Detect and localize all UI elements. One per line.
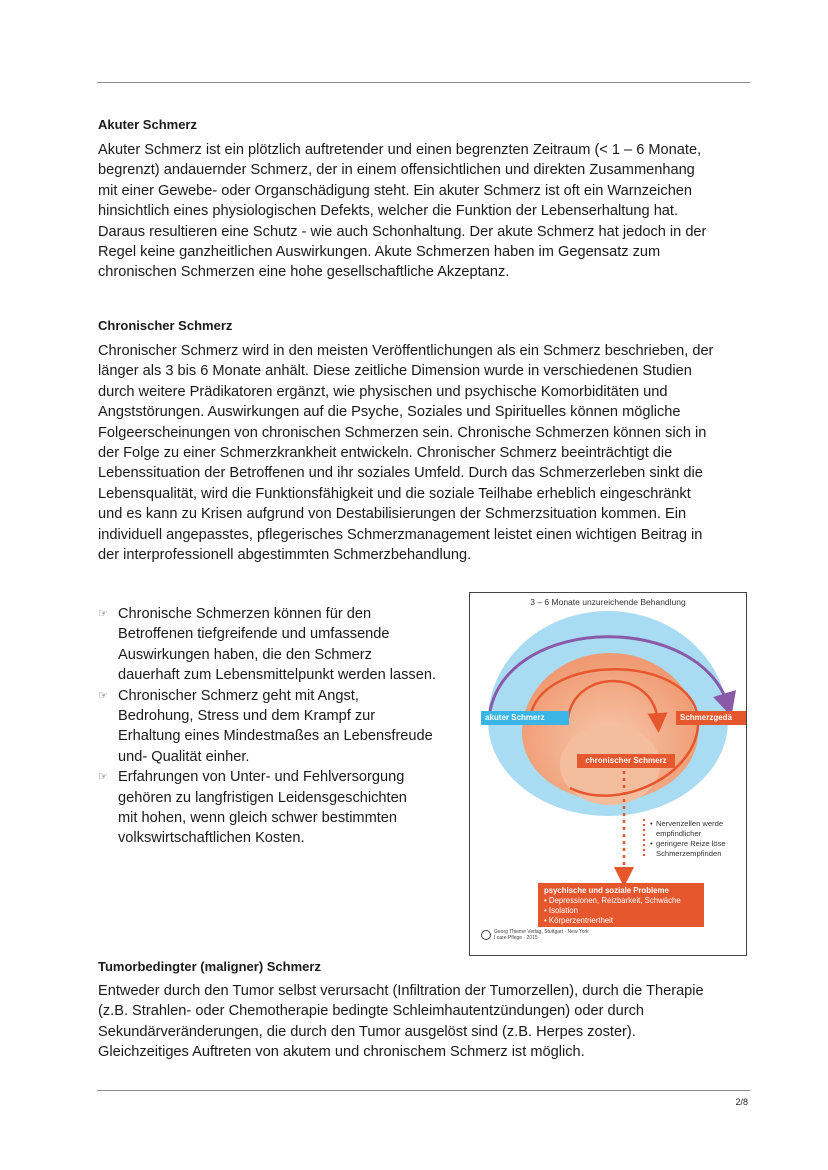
text-line: der interprofessionell abgestimmten Schmerzbehandlung. xyxy=(98,547,472,564)
label-pain-memory: Schmerzgedä xyxy=(676,711,747,725)
text-line: (z.B. Strahlen- oder Chemotherapie bedingte Schleimhautentzündungen) oder durch xyxy=(98,1003,644,1020)
paragraph-acute-pain xyxy=(98,140,746,283)
header-rule xyxy=(97,82,750,83)
list-item: empfindlicher xyxy=(656,829,702,838)
text-line: volkswirtschaftlichen Kosten. xyxy=(118,830,305,847)
pointing-hand-icon: ☞ xyxy=(98,608,108,620)
footer-rule xyxy=(97,1090,750,1091)
text-line: Sekundärveränderungen, die durch den Tumor ausgelöst sind (z.B. Herpes zoster). xyxy=(98,1023,636,1040)
text-line: Akuter Schmerz ist ein plötzlich auftretender und einen begrenzten Zeitraum (< 1 – 6 Monate, xyxy=(98,142,702,158)
text-line: Bedrohung, Stress und dem Krampf zur xyxy=(118,708,376,725)
chronic-pain-bullet-list xyxy=(98,604,463,849)
pain-chronification-figure xyxy=(469,592,747,956)
paragraph-tumor-pain xyxy=(98,981,746,1063)
list-item: • Nervenzellen werde xyxy=(650,819,726,829)
text-line: Georg Thieme Verlag, Stuttgart · New York xyxy=(494,929,589,935)
text-line: Chronischer Schmerz wird in den meisten Veröffentlichungen als ein Schmerz beschrieben, der xyxy=(98,343,714,359)
heading-tumor-pain: Tumorbedingter (maligner) Schmerz xyxy=(98,959,321,974)
text-line: gehören zu langfristigen Leidensgeschichten xyxy=(118,789,407,806)
text-line: Lebenssituation der Betroffenen und ihr soziales Umfeld. Durch das Schmerzerleben sinkt die xyxy=(98,465,703,482)
nerve-cell-list xyxy=(650,819,726,859)
text-line: I care Pflege · 2015 xyxy=(494,935,538,941)
text-line: Angststörungen. Auswirkungen auf die Psyche, Soziales und Spirituelles können mögliche xyxy=(98,404,681,421)
text-line: hinsichtlich eines physiologischen Defekts, welcher die Funktion der Lebenserhaltung hat. xyxy=(98,203,679,220)
text-line: dauerhaft zum Lebensmittelpunkt werden lassen. xyxy=(118,667,437,684)
label-chronic-pain: chronischer Schmerz xyxy=(577,754,675,768)
text-line: Erfahrungen von Unter- und Fehlversorgung xyxy=(118,769,405,786)
paragraph-chronic-pain xyxy=(98,341,746,565)
text-line: und- Qualität einher. xyxy=(118,748,250,765)
heading-acute-pain: Akuter Schmerz xyxy=(98,117,197,132)
list-item: • geringere Reize löse xyxy=(650,839,726,849)
text-line: und es kann zu Krisen aufgrund von Destabilisierungen der Schmerzsituation kommen. Ein xyxy=(98,506,687,523)
text-line: Lebensqualität, wird die Funktionsfähigkeit und die soziale Teilhabe erheblich eingeschränkt xyxy=(98,485,691,502)
list-item: • Depressionen, Reizbarkeit, Schwäche xyxy=(544,896,681,905)
list-item xyxy=(98,604,463,686)
text-line: der Folge zu einer Schmerzkrankheit entwickeln. Chronischer Schmerz beeinträchtigt die xyxy=(98,445,673,462)
text-line: länger als 3 bis 6 Monate anhält. Diese zeitliche Dimension wurde in verschiedenen Studien xyxy=(98,363,692,380)
psychosocial-problems-box xyxy=(538,883,704,927)
list-item: • Isolation xyxy=(544,906,578,915)
text-line: durch weitere Prädikatoren ergänzt, wie physischen und psychische Komorbiditäten und xyxy=(98,383,668,400)
text-line: Betroffenen tiefgreifende und umfassende xyxy=(118,626,390,643)
text-line: individuell angepasstes, pflegerisches Schmerzmanagement leistet einen wichtigen Beitrag in xyxy=(98,526,703,543)
text-line: mit einer Gewebe- oder Organschädigung steht. Ein akuter Schmerz ist oft ein Warnzeichen xyxy=(98,182,693,199)
list-item: Schmerzempfinden xyxy=(656,849,722,858)
text-line: Entweder durch den Tumor selbst verursacht (Infiltration der Tumorzellen), durch die Therapie xyxy=(98,983,704,999)
text-line: Daraus resultieren eine Schutz - wie auch Schonhaltung. Der akute Schmerz hat jedoch in der xyxy=(98,223,707,240)
pointing-hand-icon: ☞ xyxy=(98,689,108,702)
text-line: Folgeerscheinungen von chronischen Schmerzen sein. Chronische Schmerzen können sich in xyxy=(98,424,707,441)
figure-title: 3 – 6 Monate unzureichende Behandlung xyxy=(530,597,686,607)
figure-credit xyxy=(494,929,589,941)
label-acute-pain: akuter Schmerz xyxy=(481,711,569,725)
text-line: Chronische Schmerzen können für den xyxy=(118,606,372,622)
text-line: Gleichzeitiges Auftreten von akutem und chronischem Schmerz ist möglich. xyxy=(98,1044,585,1061)
list-item xyxy=(98,686,463,768)
text-line: Regel keine ganzheitlichen Auswirkungen. Akute Schmerzen haben im Gegensatz zum xyxy=(98,244,661,261)
publisher-logo-icon xyxy=(481,930,491,940)
heading-chronic-pain: Chronischer Schmerz xyxy=(98,318,233,333)
problems-title: psychische und soziale Probleme xyxy=(544,886,669,895)
text-line: mit hohen, wenn gleich schwer bestimmten xyxy=(118,810,398,827)
text-line: chronischen Schmerzen eine hohe gesellschaftliche Akzeptanz. xyxy=(98,264,510,281)
pointing-hand-icon: ☞ xyxy=(98,771,108,784)
page-number: 2/8 xyxy=(735,1097,748,1107)
text-line: begrenzt) andauernder Schmerz, der in einem offensichtlichen und direkten Zusammenhang xyxy=(98,162,695,179)
text-line: Auswirkungen haben, die den Schmerz xyxy=(118,646,372,663)
list-item xyxy=(98,767,463,849)
list-item: • Körperzentriertheit xyxy=(544,916,614,925)
text-line: Erhaltung eines Mindestmaßes an Lebensfreude xyxy=(118,728,433,745)
text-line: Chronischer Schmerz geht mit Angst, xyxy=(118,687,359,704)
